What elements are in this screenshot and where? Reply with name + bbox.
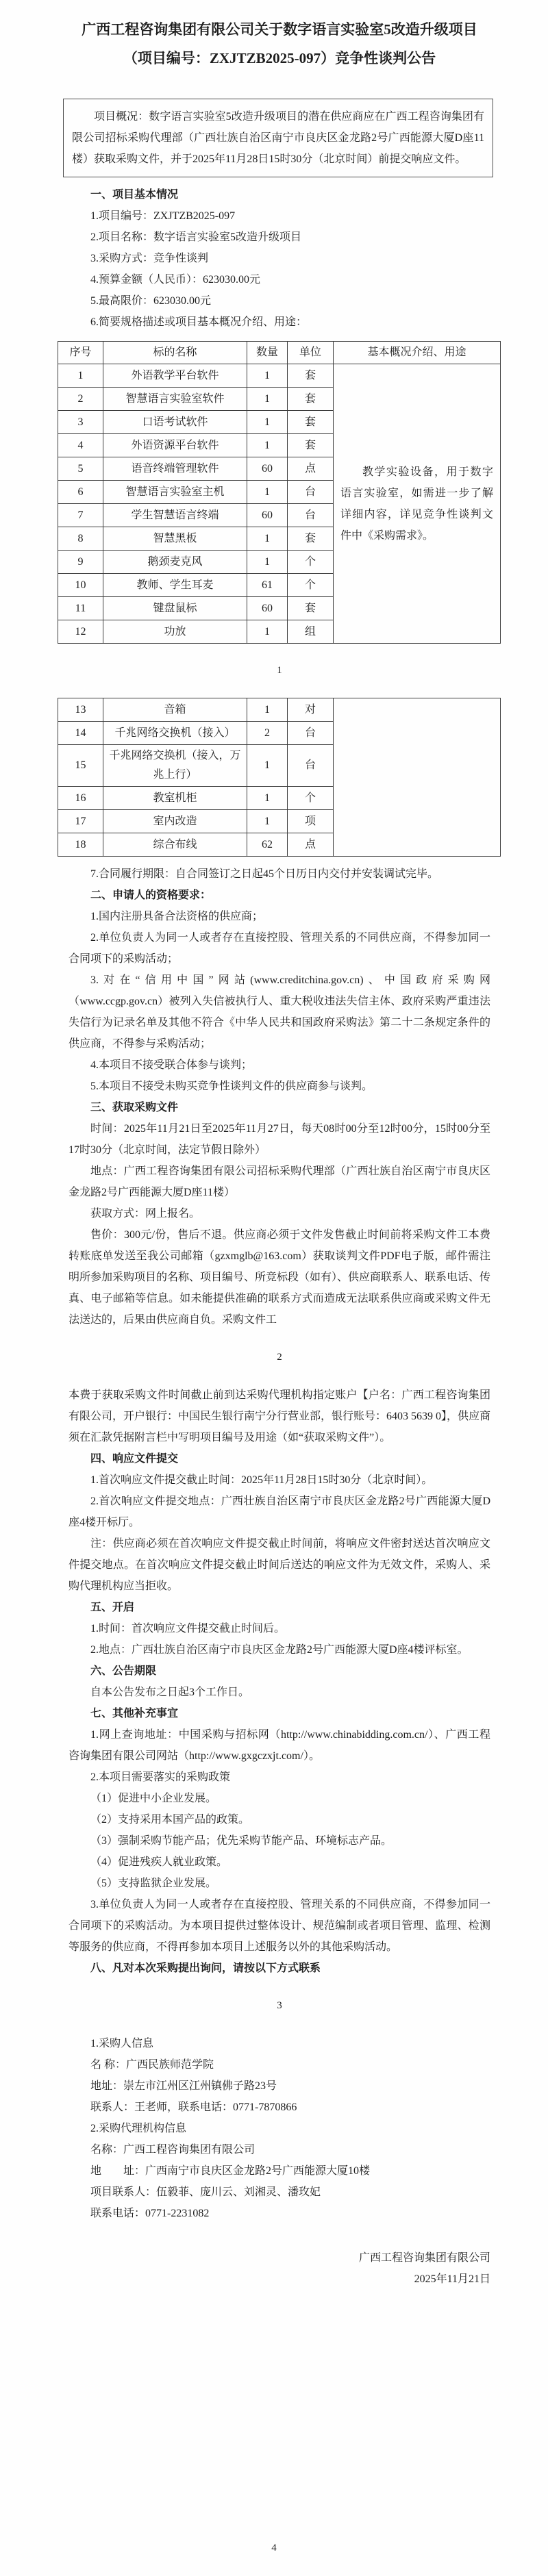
- signature-date: 2025年11月21日: [414, 2273, 490, 2285]
- cell-no: 8: [58, 527, 103, 551]
- cell-name: 智慧语言实验室软件: [103, 388, 247, 411]
- cell-unit: 组: [288, 620, 334, 644]
- qualification-item: 1.国内注册具备合法资格的供应商；: [90, 911, 264, 922]
- cell-unit: 套: [288, 597, 334, 620]
- cell-name: 语音终端管理软件: [103, 457, 247, 481]
- section-8-heading: 八、凡对本次采购提出询问，请按以下方式联系: [90, 1962, 321, 1974]
- cell-name: 教师、学生耳麦: [103, 574, 247, 597]
- title-line-2: （项目编号：ZXJTZB2025-097）竞争性谈判公告: [123, 50, 436, 66]
- cell-no: 5: [58, 457, 103, 481]
- table-note-cell: [334, 364, 501, 644]
- cell-qty: 1: [247, 364, 288, 388]
- cell-no: 12: [58, 620, 103, 644]
- cell-name: 千兆网络交换机（接入）: [103, 722, 247, 745]
- col-header-unit: 单位: [288, 342, 334, 364]
- agency-address: 地 址：广西南宁市良庆区金龙路2号广西能源大厦10楼: [90, 2165, 371, 2177]
- cell-qty: 1: [247, 527, 288, 551]
- cell-qty: 60: [247, 457, 288, 481]
- cell-name: 综合布线: [103, 833, 247, 857]
- cell-unit: 套: [288, 364, 334, 388]
- buyer-contact: 联系人：王老师，联系电话：0771-7870866: [90, 2101, 297, 2113]
- goods-table-part2: [58, 698, 501, 857]
- cell-name: 口语考试软件: [103, 411, 247, 434]
- cell-name: 教室机柜: [103, 787, 247, 810]
- section-4-heading: 四、响应文件提交: [90, 1453, 179, 1465]
- col-header-desc: 基本概况介绍、用途: [334, 342, 501, 364]
- qualification-item: 2.单位负责人为同一人或者存在直接控股、管理关系的不同供应商，不得参加同一合同项下的采购活动；: [68, 932, 490, 965]
- agency-phone: 联系电话：0771-2231082: [90, 2208, 210, 2219]
- cell-name: 智慧语言实验室主机: [103, 481, 247, 504]
- policy-item: （1）促进中小企业发展。: [90, 1793, 217, 1804]
- response-note: 注：供应商必须在首次响应文件提交截止时间前，将响应文件密封送达首次响应文件提交地点。在首次响应文件提交截止时间后送达的响应文件为无效文件，采购人、采购代理机构应当拒收。: [68, 1538, 490, 1592]
- cell-no: 6: [58, 481, 103, 504]
- procurement-method: 3.采购方式：竞争性谈判: [90, 253, 209, 264]
- buyer-address: 地址：崇左市江州区江州镇佛子路23号: [90, 2080, 277, 2092]
- cell-qty: 60: [247, 504, 288, 527]
- cell-name: 键盘鼠标: [103, 597, 247, 620]
- buyer-name: 名 称：广西民族师范学院: [90, 2059, 214, 2071]
- cell-unit: 套: [288, 388, 334, 411]
- table2-note-cell: [334, 698, 501, 857]
- agency-contacts: 项目联系人：伍毅菲、庞川云、刘湘灵、潘玫妃: [90, 2186, 321, 2198]
- table-row: [58, 364, 501, 388]
- cell-no: 3: [58, 411, 103, 434]
- document-title: [68, 15, 490, 73]
- agency-info-heading: 2.采购代理机构信息: [90, 2123, 187, 2134]
- cell-no: 7: [58, 504, 103, 527]
- cell-no: 2: [58, 388, 103, 411]
- procurement-policy-label: 2.本项目需要落实的采购政策: [90, 1771, 231, 1783]
- page-number-1: 1: [277, 665, 282, 676]
- section-1-heading: 一、项目基本情况: [90, 189, 179, 201]
- col-header-name: 标的名称: [103, 342, 247, 364]
- doc-obtain-place: 地点：广西工程咨询集团有限公司招标采购代理部（广西壮族自治区南宁市良庆区金龙路2号广西能源大厦D座11楼）: [68, 1165, 490, 1198]
- qualification-item: 4.本项目不接受联合体参与谈判；: [90, 1059, 253, 1071]
- cell-unit: 个: [288, 551, 334, 574]
- section-2-heading: 二、申请人的资格要求：: [90, 889, 212, 901]
- contract-period: 7.合同履行期限：自合同签订之日起45个日历日内交付并安装调试完毕。: [90, 868, 439, 880]
- policy-item: （3）强制采购节能产品；优先采购节能产品、环境标志产品。: [90, 1835, 393, 1847]
- section-6-heading: 六、公告期限: [90, 1665, 157, 1677]
- cell-unit: 点: [288, 833, 334, 857]
- cell-no: 13: [58, 698, 103, 722]
- budget-amount: 4.预算金额（人民币）：623030.00元: [90, 274, 261, 286]
- conflict-rule: 3.单位负责人为同一人或者存在直接控股、管理关系的不同供应商，不得参加同一合同项下的采购活动。为本项目提供过整体设计、规范编制或者项目管理、监理、检测等服务的供应商，不得再参加本项目上述服务以外的其他采购活动。: [68, 1899, 490, 1953]
- cell-name: 外语教学平台软件: [103, 364, 247, 388]
- cell-unit: 台: [288, 722, 334, 745]
- cell-qty: 1: [247, 698, 288, 722]
- project-name: 2.项目名称：数字语言实验室5改造升级项目: [90, 231, 302, 243]
- cell-qty: 62: [247, 833, 288, 857]
- cell-unit: 项: [288, 810, 334, 833]
- col-header-no: 序号: [58, 342, 103, 364]
- cell-qty: 1: [247, 810, 288, 833]
- response-place: 2.首次响应文件提交地点：广西壮族自治区南宁市良庆区金龙路2号广西能源大厦D座4楼开标厅。: [68, 1495, 490, 1528]
- signature-org: 广西工程咨询集团有限公司: [358, 2252, 490, 2264]
- spec-intro-label: 6.简要规格描述或项目基本概况介绍、用途：: [90, 316, 308, 328]
- policy-item: （5）支持监狱企业发展。: [90, 1878, 217, 1889]
- policy-item: （2）支持采用本国产品的政策。: [90, 1814, 250, 1826]
- cell-qty: 1: [247, 481, 288, 504]
- project-overview-box: [63, 99, 493, 177]
- doc-price-part1: 售价：300元/份，售后不退。供应商必须于文件发售截止时间前将采购文件工本费转账底单发送至我公司邮箱（gzxmglb@163.com）获取谈判文件PDF电子版，邮件需注明所参加采购项目的名称、项目编号、所竞标段（如有）、供应商联系人、联系电话、传真、电子邮箱等信息。如未能提供准确的联系方式而造成无法联系供应商或采购文件无法送达的，后果由供应商自负。采购文件工: [68, 1229, 491, 1326]
- cell-qty: 1: [247, 620, 288, 644]
- max-price: 5.最高限价：623030.00元: [90, 295, 212, 307]
- section-5-heading: 五、开启: [90, 1602, 135, 1613]
- cell-unit: 套: [288, 411, 334, 434]
- cell-unit: 个: [288, 574, 334, 597]
- section-3-heading: 三、获取采购文件: [90, 1102, 179, 1113]
- col-header-qty: 数量: [247, 342, 288, 364]
- qualification-item: 3.对在“信用中国”网站(www.creditchina.gov.cn)、中国政府采购网（www.ccgp.gov.cn）被列入失信被执行人、重大税收违法失信主体、政府采购严重违法失信行为记录名单及其他不符合《中华人民共和国政府采购法》第二十二条规定条件的供应商，不得参与采购活动；: [68, 974, 490, 1050]
- cell-qty: 1: [247, 411, 288, 434]
- cell-no: 15: [58, 745, 103, 787]
- opening-place: 2.地点：广西壮族自治区南宁市良庆区金龙路2号广西能源大厦D座4楼评标室。: [90, 1644, 469, 1656]
- cell-qty: 1: [247, 434, 288, 457]
- cell-no: 16: [58, 787, 103, 810]
- cell-no: 18: [58, 833, 103, 857]
- cell-no: 17: [58, 810, 103, 833]
- cell-unit: 个: [288, 787, 334, 810]
- table-header-row: [58, 342, 501, 364]
- cell-unit: 对: [288, 698, 334, 722]
- page-number-2: 2: [277, 1352, 282, 1363]
- cell-qty: 1: [247, 388, 288, 411]
- cell-qty: 1: [247, 745, 288, 787]
- response-deadline: 1.首次响应文件提交截止时间：2025年11月28日15时30分（北京时间）。: [90, 1474, 433, 1486]
- cell-no: 1: [58, 364, 103, 388]
- cell-no: 14: [58, 722, 103, 745]
- page-number-4: 4: [271, 2542, 277, 2553]
- cell-qty: 1: [247, 787, 288, 810]
- section-7-heading: 七、其他补充事宜: [90, 1708, 179, 1719]
- cell-no: 4: [58, 434, 103, 457]
- buyer-info-heading: 1.采购人信息: [90, 2038, 154, 2049]
- cell-unit: 套: [288, 527, 334, 551]
- cell-name: 智慧黑板: [103, 527, 247, 551]
- cell-name: 音箱: [103, 698, 247, 722]
- doc-obtain-time: 时间：2025年11月21日至2025年11月27日，每天08时00分至12时00分，15时00分至17时30分（北京时间，法定节假日除外）: [68, 1123, 490, 1156]
- cell-unit: 台: [288, 745, 334, 787]
- cell-name: 功放: [103, 620, 247, 644]
- project-overview-text: 项目概况：数字语言实验室5改造升级项目的潜在供应商应在广西工程咨询集团有限公司招标采购代理部（广西壮族自治区南宁市良庆区金龙路2号广西能源大厦D座11楼）获取采购文件，并于2025年11月28日15时30分（北京时间）前提交响应文件。: [72, 111, 484, 165]
- cell-name: 学生智慧语言终端: [103, 504, 247, 527]
- doc-price-part2: 本费于获取采购文件时间截止前到达采购代理机构指定账户【户名：广西工程咨询集团有限公司，开户银行：中国民生银行南宁分行营业部，银行账号：6403 5639 0】，供应商须在汇款凭据附言栏中写明项目编号及用途（如“获取采购文件”）。: [68, 1389, 491, 1443]
- project-number: 1.项目编号：ZXJTZB2025-097: [90, 210, 236, 222]
- online-query-address: 1.网上查询地址：中国采购与招标网（http://www.chinabidding.com.cn/）、广西工程咨询集团有限公司网站（http://www.gxgczxjt.com/）。: [68, 1729, 490, 1762]
- cell-no: 9: [58, 551, 103, 574]
- cell-qty: 61: [247, 574, 288, 597]
- cell-no: 11: [58, 597, 103, 620]
- cell-unit: 点: [288, 457, 334, 481]
- title-line-1: 广西工程咨询集团有限公司关于数字语言实验室5改造升级项目: [82, 21, 477, 38]
- cell-unit: 台: [288, 504, 334, 527]
- page-number-3: 3: [277, 2000, 282, 2011]
- policy-item: （4）促进残疾人就业政策。: [90, 1856, 228, 1868]
- cell-unit: 台: [288, 481, 334, 504]
- cell-name: 外语资源平台软件: [103, 434, 247, 457]
- cell-name: 室内改造: [103, 810, 247, 833]
- cell-qty: 60: [247, 597, 288, 620]
- cell-name: 鹅颈麦克风: [103, 551, 247, 574]
- cell-qty: 2: [247, 722, 288, 745]
- opening-time: 1.时间：首次响应文件提交截止时间后。: [90, 1623, 286, 1634]
- table-note-text: 教学实验设备，用于数字语言实验室，如需进一步了解详细内容，详见竞争性谈判文件中《采购需求》。: [340, 466, 493, 542]
- cell-name: 千兆网络交换机（接入，万兆上行）: [103, 745, 247, 787]
- agency-name: 名称：广西工程咨询集团有限公司: [90, 2144, 256, 2156]
- qualification-item: 5.本项目不接受未购买竞争性谈判文件的供应商参与谈判。: [90, 1081, 373, 1092]
- cell-qty: 1: [247, 551, 288, 574]
- cell-unit: 套: [288, 434, 334, 457]
- table-row: [58, 698, 501, 722]
- doc-obtain-method: 获取方式：网上报名。: [90, 1208, 201, 1220]
- goods-table-part1: [58, 341, 501, 644]
- cell-no: 10: [58, 574, 103, 597]
- announcement-period: 自本公告发布之日起3个工作日。: [90, 1687, 250, 1698]
